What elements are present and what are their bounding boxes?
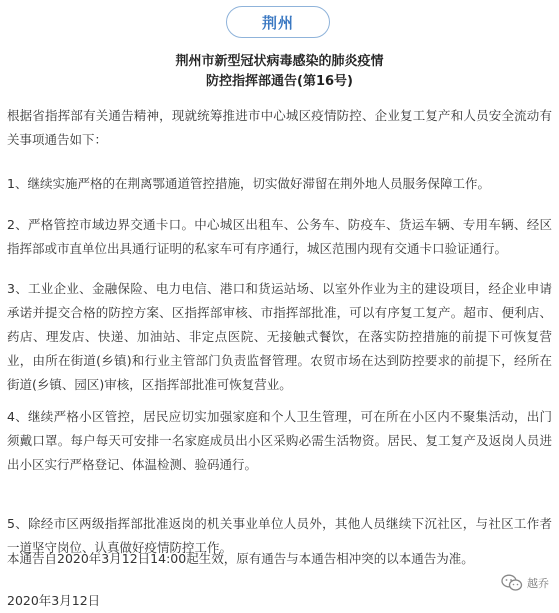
item-1: 1、继续实施严格的在荆离鄂通道管控措施，切实做好滞留在荆外地人员服务保障工作。 [7, 176, 490, 191]
notice-subtitle: 防控指挥部通告(第16号) [206, 74, 353, 89]
item-4: 4、继续严格小区管控，居民应切实加强家庭和个人卫生管理，可在所在小区内不聚集活动，出门须戴口罩。每户每天可安排一名家庭成员出小区采购必需生活物资。居民、复工复产及返岗人员进出小区实行严格登记、体温检测、验码通行。 [7, 409, 552, 472]
region-tag: 荆州 [226, 6, 330, 38]
item-5: 5、除经市区两级指挥部批准返岗的机关事业单位人员外，其他人员继续下沉社区，与社区工作者一道坚守岗位、认真做好疫情防控工作。 [7, 516, 552, 555]
intro-paragraph: 根据省指挥部有关通告精神，现就统筹推进市中心城区疫情防控、企业复工复产和人员安全流动有关事项通告如下： [7, 108, 552, 147]
item-3: 3、工业企业、金融保险、电力电信、港口和货运站场、以室外作业为主的建设项目，经企业申请承诺并提交合格的防控方案、区指挥部审核、市指挥部批准，可以有序复工复产。超市、便利店、药店、理发店、快递、加油站、非定点医院、无接触式餐饮，在落实防控措施的前提下可恢复营业，由所在街道(乡镇)和行业主管部门负责监督管理。农贸市场在达到防控要求的前提下，经所在街道(乡镇、园区)审核，区指挥部批准可恢复营业。 [7, 281, 552, 392]
item-2: 2、严格管控市域边界交通卡口。中心城区出租车、公务车、防疫车、货运车辆、专用车辆、经区指挥部或市直单位出具通行证明的私家车可有序通行，城区范围内现有交通卡口验证通行。 [7, 217, 552, 256]
wechat-icon [501, 574, 523, 592]
watermark-text: 越乔 [527, 577, 549, 590]
effective-paragraph: 本通告自2020年3月12日14:00起生效，原有通告与本通告相冲突的以本通告为准。 [7, 551, 474, 566]
watermark [501, 574, 549, 592]
notice-title: 荆州市新型冠状病毒感染的肺炎疫情 [175, 54, 384, 69]
notice-date: 2020年3月12日 [7, 593, 101, 608]
